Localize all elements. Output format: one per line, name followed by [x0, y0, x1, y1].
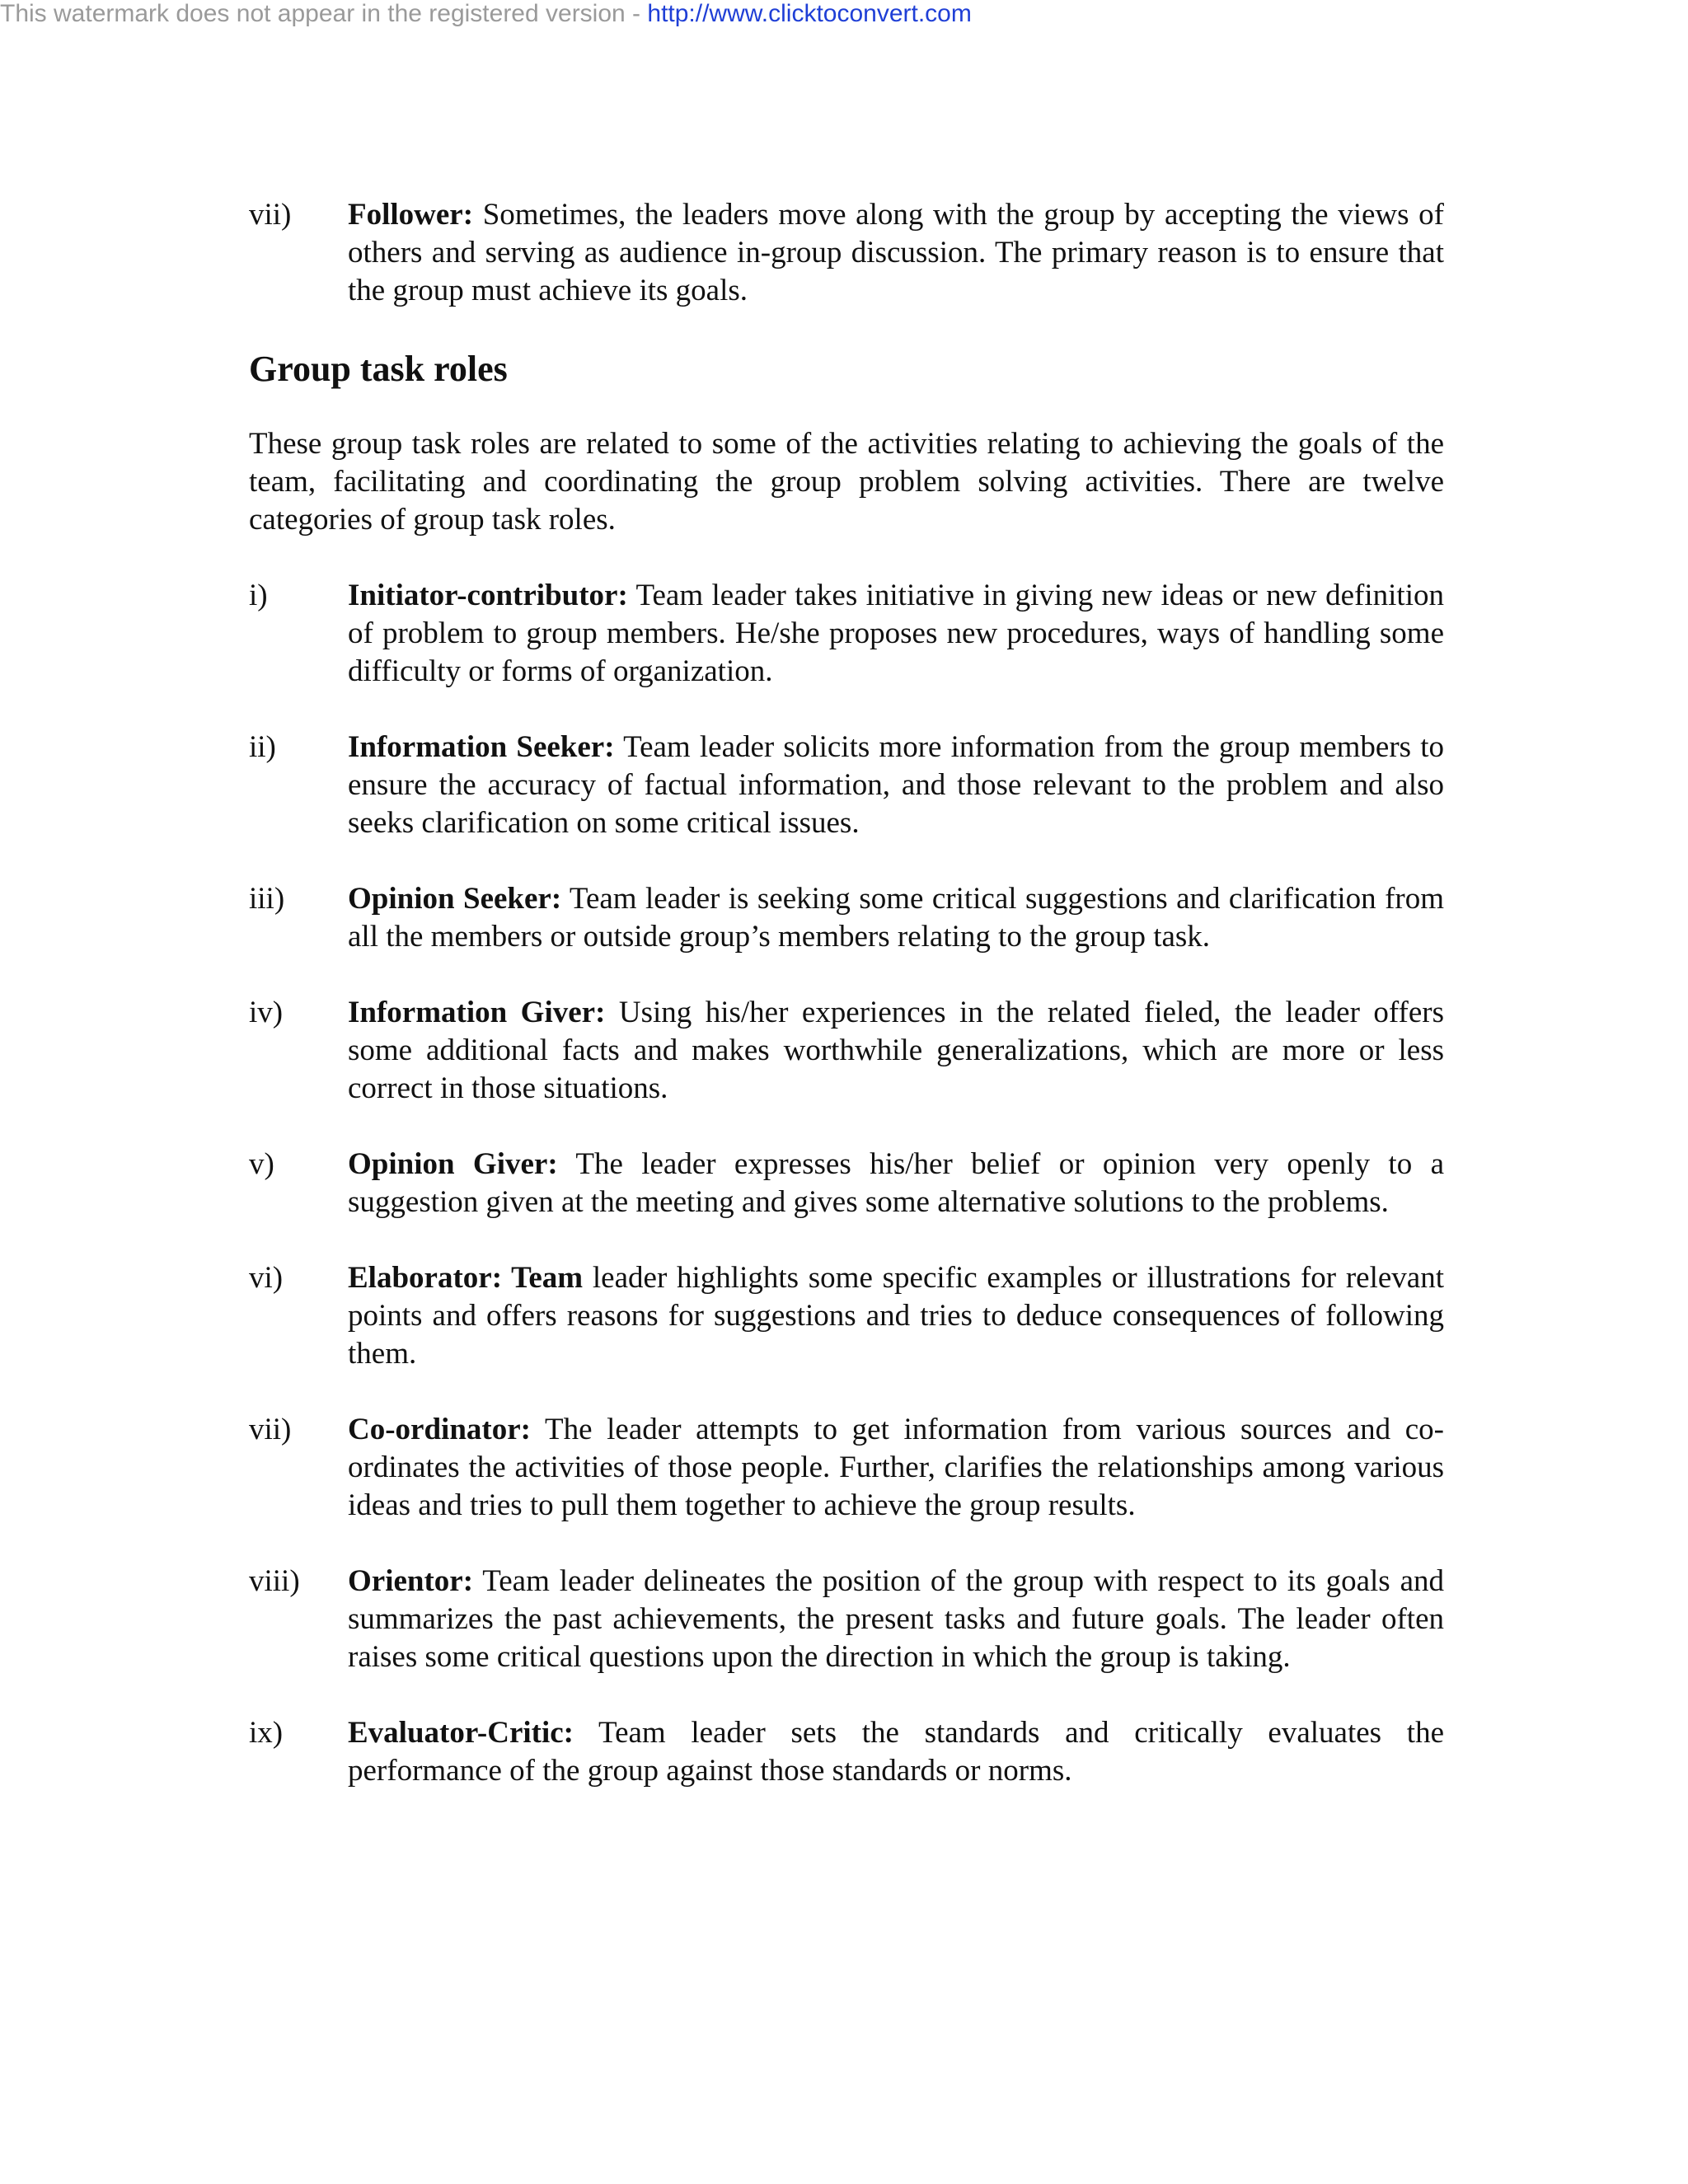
list-item-text: Team leader solicits more information from the group members to ensure the accuracy of factual information, and those relevant to the problem and also seeks clarification on some critical issues.	[348, 730, 1444, 840]
list-item-text: leader highlights some specific examples or illustrations for relevant points and offers reasons for suggestions and tries to deduce consequences of following them.	[348, 1261, 1444, 1371]
list-item-term: Follower:	[348, 198, 474, 232]
watermark-link[interactable]: http://www.clicktoconvert.com	[647, 0, 972, 27]
list-item-body	[348, 880, 1444, 956]
list-item-number: vii)	[249, 198, 292, 232]
list-item-term: Co-ordinator:	[348, 1413, 531, 1446]
list-item-text: Team leader delineates the position of the group with respect to its goals and summarizes the past achievements, the present tasks and future goals. The leader often raises some critical questions upon the direction in which the group is taking.	[348, 1564, 1444, 1674]
list-item-text: Team leader is seeking some critical suggestions and clarification from all the members or outside group’s members relating to the group task.	[348, 882, 1444, 954]
watermark-text: This watermark does not appear in the registered version -	[0, 0, 648, 27]
list-item-number: vi)	[249, 1261, 284, 1295]
list-item	[249, 729, 1444, 842]
list-item	[249, 1714, 1444, 1790]
list-item-body	[348, 1563, 1444, 1676]
list-item-term: Evaluator-Critic:	[348, 1716, 574, 1750]
list-item-body	[348, 1259, 1444, 1373]
list-item-text: Team leader sets the standards and critically evaluates the performance of the group against those standards or norms.	[348, 1716, 1444, 1788]
list-item-number: vii)	[249, 1413, 292, 1446]
list-item-body	[348, 196, 1444, 310]
list-item-term: Orientor:	[348, 1564, 474, 1598]
list-item-body	[348, 1714, 1444, 1790]
list-item	[249, 1146, 1444, 1221]
list-item-number: iv)	[249, 996, 284, 1029]
list-item-term: Opinion Seeker:	[348, 882, 562, 916]
list-item-term: Information Giver:	[348, 996, 606, 1029]
list-item-term: Elaborator: Team	[348, 1261, 584, 1295]
list-item	[249, 1411, 1444, 1525]
list-item	[249, 1259, 1444, 1373]
section-paragraph: These group task roles are related to some of the activities relating to achieving the goals of the team, facilitating and coordinating the group problem solving activities. There are twelve categories of group task roles.	[249, 427, 1444, 537]
list-item-term: Initiator-contributor:	[348, 579, 628, 612]
section-heading: Group task roles	[249, 349, 508, 389]
list-item-number: v)	[249, 1147, 274, 1181]
list-item	[249, 577, 1444, 691]
list-item-body	[348, 577, 1444, 691]
list-item-term: Information Seeker:	[348, 730, 615, 764]
list-item	[249, 994, 1444, 1108]
list-item-number: viii)	[249, 1564, 300, 1598]
list-item-body	[348, 729, 1444, 842]
list-item-text: Sometimes, the leaders move along with the group by accepting the views of others and serving as audience in-group discussion. The primary reason is to ensure that the group must achieve its goals.	[348, 198, 1444, 307]
list-item-number: ix)	[249, 1716, 284, 1750]
list-item-number: i)	[249, 579, 268, 612]
document-page	[249, 196, 1444, 1790]
list-item-body	[348, 1146, 1444, 1221]
list-item-body	[348, 1411, 1444, 1525]
list-item	[249, 880, 1444, 956]
list-item-text: Team leader takes initiative in giving new ideas or new definition of problem to group members. He/she proposes new procedures, ways of handling some difficulty or forms of organization.	[348, 579, 1444, 688]
list-item-body	[348, 994, 1444, 1108]
list-item-text: The leader attempts to get information from various sources and co-ordinates the activities of those people. Further, clarifies the relationships among various ideas and tries to pull them together to achieve the group results.	[348, 1413, 1444, 1522]
list-item	[249, 1563, 1444, 1676]
list-item-text: Using his/her experiences in the related fieled, the leader offers some additional facts and makes worthwhile generalizations, which are more or less correct in those situations.	[348, 996, 1444, 1105]
list-item-text: The leader expresses his/her belief or opinion very openly to a suggestion given at the meeting and gives some alternative solutions to the problems.	[348, 1147, 1444, 1219]
list-item-number: iii)	[249, 882, 285, 916]
list-item-follower	[249, 196, 1444, 310]
list-item-term: Opinion Giver:	[348, 1147, 558, 1181]
watermark	[0, 0, 972, 28]
list-item-number: ii)	[249, 730, 276, 764]
